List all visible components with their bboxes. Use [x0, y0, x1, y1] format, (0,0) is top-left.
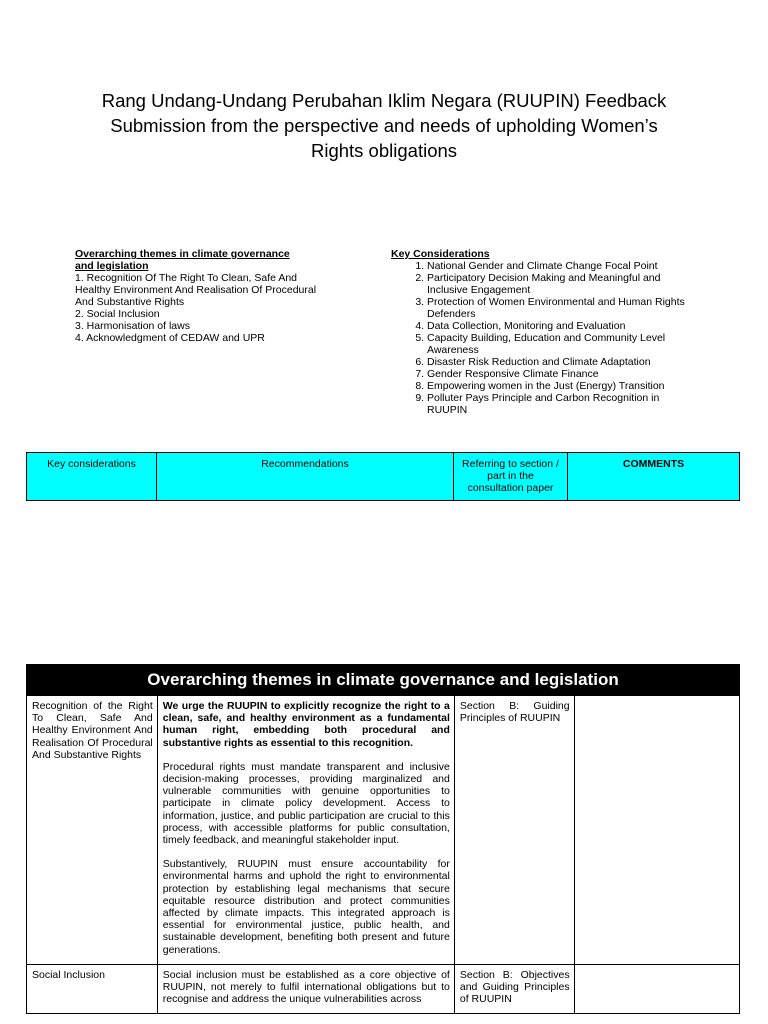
reference-cell: Section B: Guiding Principles of RUUPIN [454, 696, 574, 965]
theme-item: 2. Social Inclusion [75, 308, 160, 320]
title-line: Rang Undang-Undang Perubahan Iklim Negara (RUUPIN) Feedback [101, 90, 667, 111]
consideration-item: 5. Capacity Building, Education and Community Level Awareness [427, 332, 701, 356]
theme-item: 3. Harmonisation of laws [75, 320, 190, 332]
consideration-item: 6. Disaster Risk Reduction and Climate Adaptation [427, 356, 701, 368]
comment-cell[interactable] [574, 964, 739, 1014]
title-line: Rights obligations [310, 140, 458, 161]
table-row [27, 696, 740, 965]
recommendation-cell [157, 696, 454, 965]
themes-heading-line: and legislation [75, 260, 149, 272]
themes-table [26, 695, 740, 1014]
consideration-item: 2. Participatory Decision Making and Meaningful and Inclusive Engagement [427, 272, 701, 296]
comment-cell[interactable] [574, 696, 739, 965]
header-key-considerations: Key considerations [27, 453, 157, 501]
header-table [26, 452, 740, 501]
header-recommendations: Recommendations [157, 453, 454, 501]
header-reference: Referring to section / part in the consultation paper [454, 453, 568, 501]
table-row [27, 964, 740, 1014]
consideration-item: 9. Polluter Pays Principle and Carbon Recognition in RUUPIN [427, 392, 701, 416]
themes-heading [75, 248, 335, 272]
recommendation-cell: Social inclusion must be established as a core objective of RUUPIN, not merely to fulfil international obligations but to recognise and address the unique vulnerabilities across [157, 964, 454, 1014]
consideration-item: 4. Data Collection, Monitoring and Evaluation [427, 320, 701, 332]
key-considerations-heading: Key Considerations [391, 248, 490, 260]
recommendation-paragraph: Substantively, RUUPIN must ensure accountability for environmental harms and uphold the right to environmental protection by establishing legal mechanisms that secure equitable resource distribution and protect communities affected by climate impacts. This integrated approach is essential for environmental justice, public health, and sustainable development, benefiting both present and future generations. [162, 858, 450, 956]
theme-item: 1. Recognition Of The Right To Clean, Safe And Healthy Environment And Realisation Of Procedural And Substantive Rights [75, 272, 317, 308]
theme-cell: Social Inclusion [27, 964, 158, 1014]
consideration-item: 7. Gender Responsive Climate Finance [427, 368, 701, 380]
consideration-item: 1. National Gender and Climate Change Focal Point [427, 260, 701, 272]
theme-item: 4. Acknowledgment of CEDAW and UPR [75, 332, 265, 344]
section-title: Overarching themes in climate governance and legislation [26, 664, 740, 695]
header-comments: COMMENTS [568, 453, 740, 501]
themes-section [26, 664, 740, 1014]
document-title [70, 88, 698, 163]
recommendation-paragraph: Procedural rights must mandate transparent and inclusive decision-making processes, providing marginalized and vulnerable communities with genuine opportunities to participate in climate policy development. Access to information, justice, and public participation are crucial to this process, with accessible platforms for public consultation, timely feedback, and meaningful stakeholder input. [162, 760, 450, 847]
key-considerations-list [391, 248, 701, 416]
consideration-item: 3. Protection of Women Environmental and Human Rights Defenders [427, 296, 701, 320]
title-line: Submission from the perspective and needs of upholding Women’s [110, 115, 658, 136]
themes-list [75, 248, 335, 344]
theme-cell: Recognition of the Right To Clean, Safe And Healthy Environment And Realisation Of Procedural And Substantive Rights [27, 696, 158, 965]
reference-cell: Section B: Objectives and Guiding Principles of RUUPIN [454, 964, 574, 1014]
header-row [27, 453, 740, 501]
consideration-item: 8. Empowering women in the Just (Energy) Transition [427, 380, 701, 392]
themes-heading-line: Overarching themes in climate governance [75, 248, 290, 260]
recommendation-paragraph: We urge the RUUPIN to explicitly recognize the right to a clean, safe, and healthy environment as a fundamental human right, embedding both procedural and substantive rights as essential to this recognition. [162, 700, 450, 749]
